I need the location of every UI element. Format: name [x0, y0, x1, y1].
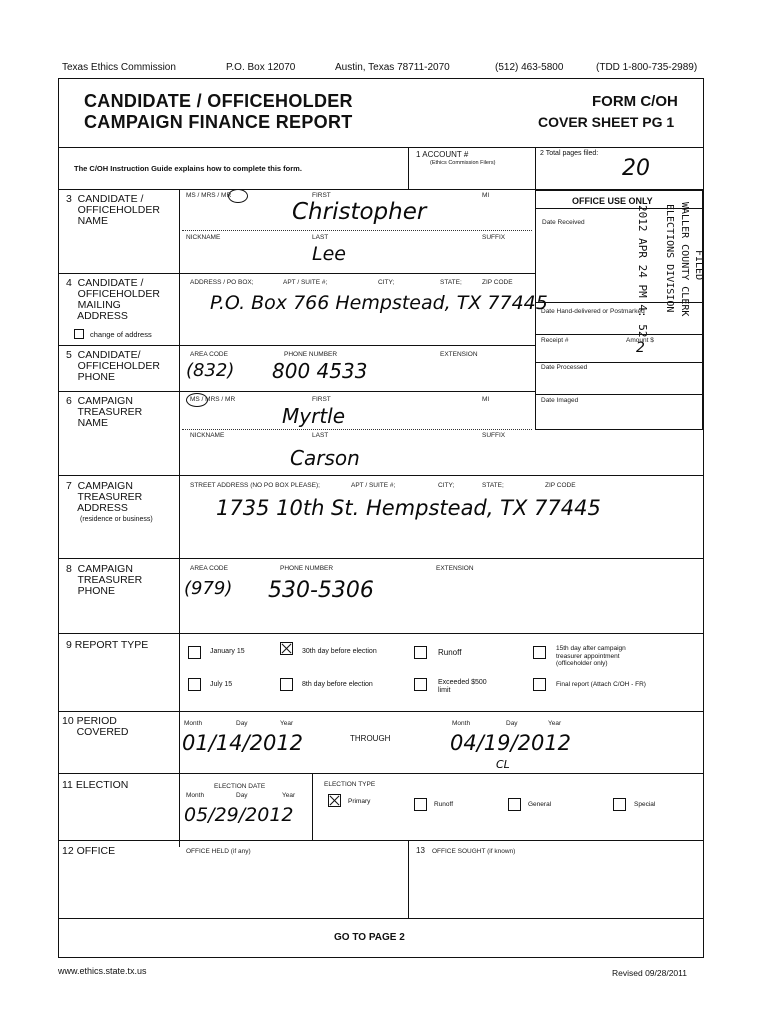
filing-stamp-filed: FILED: [693, 250, 704, 281]
election-date-label: ELECTION DATE: [214, 783, 266, 790]
row-divider: [58, 840, 704, 841]
middle-initial-label: MI: [482, 192, 490, 199]
report-type-treasurer-appointment-checkbox[interactable]: [533, 646, 546, 659]
report-type-30th-day-checkbox[interactable]: [280, 642, 293, 655]
period-from-day-label: Day: [236, 720, 248, 727]
form-title-line1: CANDIDATE / OFFICEHOLDER: [84, 91, 353, 111]
treasurer-apt-label: APT / SUITE #;: [351, 482, 396, 489]
col-divider: [408, 147, 409, 189]
total-pages-value[interactable]: 20: [622, 156, 650, 181]
filing-stamp-date: 2012 APR 24 PM 4: 52: [636, 205, 649, 338]
election-special-label: Special: [634, 801, 656, 808]
treasurer-extension-label: EXTENSION: [436, 565, 474, 572]
candidate-phone-number[interactable]: 800 4533: [272, 359, 368, 383]
form-code: FORM C/OH: [592, 93, 678, 110]
field-line: [182, 429, 532, 430]
report-type-runoff-checkbox[interactable]: [414, 646, 427, 659]
treasurer-area-code[interactable]: (979): [184, 578, 233, 599]
row-divider: [58, 345, 536, 346]
section13-label: 13: [416, 846, 425, 855]
report-type-july-15-label: July 15: [210, 681, 233, 688]
election-general-checkbox[interactable]: [508, 798, 521, 811]
zip-label: ZIP CODE: [482, 279, 513, 286]
report-type-exceeded-limit-label: Exceeded $500 limit: [438, 679, 487, 694]
amount-label: Amount $: [626, 337, 654, 344]
election-date-value[interactable]: 05/29/2012: [184, 804, 294, 826]
treasurer-first-name[interactable]: Myrtle: [282, 404, 346, 428]
election-primary-label: Primary: [348, 798, 371, 805]
extension-label: EXTENSION: [440, 351, 478, 358]
street-label: STREET ADDRESS (NO PO BOX PLEASE);: [190, 482, 320, 489]
prefix-selection-circle: [228, 189, 248, 203]
commission-name: Texas Ethics Commission: [62, 62, 176, 73]
period-to-date[interactable]: 04/19/2012: [450, 731, 572, 755]
treasurer-mi-label: MI: [482, 396, 490, 403]
report-type-final-checkbox[interactable]: [533, 678, 546, 691]
form-title-line2: CAMPAIGN FINANCE REPORT: [84, 112, 353, 132]
city-label: CITY;: [378, 279, 395, 286]
field-line: [182, 230, 532, 231]
election-primary-checkbox[interactable]: [328, 794, 341, 807]
candidate-mailing-address[interactable]: P.O. Box 766 Hempstead, TX 77445: [210, 292, 548, 314]
office-use-divider: [536, 362, 702, 363]
report-type-exceeded-limit-checkbox[interactable]: [414, 678, 427, 691]
period-from-month-label: Month: [184, 720, 203, 727]
label-column-divider: [179, 189, 180, 847]
election-general-label: General: [528, 801, 552, 808]
period-from-year-label: Year: [280, 720, 294, 727]
treasurer-state-label: STATE;: [482, 482, 504, 489]
period-to-month-label: Month: [452, 720, 471, 727]
commission-phone: (512) 463-5800: [495, 62, 564, 73]
report-type-july-15-checkbox[interactable]: [188, 678, 201, 691]
date-processed-label: Date Processed: [541, 364, 588, 371]
row-divider: [58, 273, 536, 274]
section3-label: 3 CANDIDATE / OFFICEHOLDER NAME: [66, 193, 160, 227]
election-year-label: Year: [282, 792, 296, 799]
section12-label: 12 OFFICE: [62, 845, 116, 857]
form-subtitle: COVER SHEET PG 1: [538, 114, 675, 130]
correction-initials: CL: [496, 758, 510, 771]
website-url: www.ethics.state.tx.us: [58, 966, 147, 976]
treasurer-last-label: LAST: [312, 432, 329, 439]
treasurer-zip-label: ZIP CODE: [545, 482, 576, 489]
candidate-first-name[interactable]: Christopher: [292, 199, 427, 225]
row-divider: [58, 147, 704, 148]
section7-sublabel: (residence or business): [80, 516, 153, 523]
receipt-label: Receipt #: [541, 337, 569, 344]
candidate-last-name[interactable]: Lee: [312, 243, 346, 265]
report-type-january-15-label: January 15: [210, 648, 245, 655]
apt-label: APT / SUITE #;: [283, 279, 328, 286]
election-runoff-checkbox[interactable]: [414, 798, 427, 811]
row-divider: [58, 773, 704, 774]
commission-city: Austin, Texas 78711-2070: [335, 62, 450, 73]
treasurer-phone-number[interactable]: 530-5306: [268, 578, 374, 603]
office-use-title: OFFICE USE ONLY: [572, 196, 653, 206]
goto-page-2[interactable]: GO TO PAGE 2: [334, 932, 405, 943]
treasurer-suffix-label: SUFFIX: [482, 432, 506, 439]
office-use-divider: [536, 394, 702, 395]
treasurer-address[interactable]: 1735 10th St. Hempstead, TX 77445: [216, 496, 601, 520]
treasurer-nickname-label: NICKNAME: [190, 432, 225, 439]
section9-label: 9 REPORT TYPE: [66, 639, 149, 651]
section6-label: 6 CAMPAIGN TREASURER NAME: [66, 395, 143, 429]
row-divider: [58, 558, 704, 559]
filing-stamp-division: ELECTIONS DIVISION: [664, 204, 675, 313]
change-of-address-label: change of address: [90, 330, 152, 339]
office-held-label: OFFICE HELD (if any): [186, 848, 251, 855]
name-prefix-label: MS / MRS / MR: [186, 192, 232, 199]
report-type-30th-day-label: 30th day before election: [302, 648, 377, 655]
suffix-label: SUFFIX: [482, 234, 506, 241]
last-name-label: LAST: [312, 234, 329, 241]
election-type-label: ELECTION TYPE: [324, 781, 376, 788]
phone-number-label: PHONE NUMBER: [284, 351, 338, 358]
section5-label: 5 CANDIDATE/ OFFICEHOLDER PHONE: [66, 349, 160, 383]
report-type-treasurer-appointment-label: 15th day after campaign treasurer appointment (officeholder only): [556, 645, 626, 667]
candidate-area-code[interactable]: (832): [186, 360, 235, 381]
period-to-year-label: Year: [548, 720, 562, 727]
election-runoff-label: Runoff: [434, 801, 454, 808]
report-type-january-15-checkbox[interactable]: [188, 646, 201, 659]
revision-date: Revised 09/28/2011: [612, 968, 687, 978]
period-through-label: THROUGH: [350, 734, 391, 743]
report-type-8th-day-checkbox[interactable]: [280, 678, 293, 691]
section7-label: 7 CAMPAIGN TREASURER ADDRESS: [66, 480, 143, 514]
report-type-runoff-label: Runoff: [438, 648, 462, 657]
first-name-label: FIRST: [312, 192, 331, 199]
section4-label: 4 CANDIDATE / OFFICEHOLDER MAILING ADDRESS: [66, 277, 160, 322]
total-pages-label: 2 Total pages filed:: [540, 150, 599, 157]
office-sought-label: OFFICE SOUGHT (if known): [432, 848, 516, 855]
col-divider: [535, 147, 536, 189]
election-day-label: Day: [236, 792, 248, 799]
date-received-label: Date Received: [542, 219, 585, 226]
address-label: ADDRESS / PO BOX;: [190, 279, 254, 286]
nickname-label: NICKNAME: [186, 234, 221, 241]
section8-label: 8 CAMPAIGN TREASURER PHONE: [66, 563, 143, 597]
section11-label: 11 ELECTION: [62, 779, 129, 791]
row-divider: [58, 475, 704, 476]
amount-value: 2: [636, 340, 645, 356]
commission-po-box: P.O. Box 12070: [226, 62, 296, 73]
treasurer-city-label: CITY;: [438, 482, 455, 489]
row-divider: [58, 633, 704, 634]
area-code-label: AREA CODE: [190, 351, 228, 358]
account-label: 1 ACCOUNT #: [416, 150, 469, 159]
treasurer-prefix-label: MS / MRS / MR: [190, 396, 236, 403]
report-type-8th-day-label: 8th day before election: [302, 681, 373, 688]
row-divider: [58, 918, 704, 919]
office-use-divider: [536, 208, 702, 209]
period-from-date[interactable]: 01/14/2012: [182, 731, 304, 755]
account-sublabel: (Ethics Commission Filers): [430, 160, 496, 166]
commission-tdd: (TDD 1-800-735-2989): [596, 62, 698, 73]
election-special-checkbox[interactable]: [613, 798, 626, 811]
treasurer-area-code-label: AREA CODE: [190, 565, 228, 572]
row-divider: [58, 391, 536, 392]
change-of-address-checkbox[interactable]: [74, 329, 84, 339]
state-label: STATE;: [440, 279, 462, 286]
period-to-day-label: Day: [506, 720, 518, 727]
treasurer-last-name[interactable]: Carson: [290, 446, 360, 470]
hand-delivered-label: Date Hand-delivered or Postmarked: [541, 308, 645, 315]
election-col-divider: [312, 773, 313, 839]
office-use-divider: [536, 334, 702, 335]
treasurer-prefix-circle: [186, 393, 208, 407]
instruction-text: The C/OH Instruction Guide explains how to complete this form.: [74, 164, 302, 173]
row-divider: [58, 711, 704, 712]
filing-stamp-clerk: WALLER COUNTY CLERK: [679, 202, 690, 317]
treasurer-first-label: FIRST: [312, 396, 331, 403]
treasurer-phone-label: PHONE NUMBER: [280, 565, 334, 572]
office-col-divider: [408, 840, 409, 918]
section10-label: 10 PERIOD COVERED: [62, 715, 129, 738]
date-imaged-label: Date Imaged: [541, 397, 579, 404]
office-use-divider: [536, 302, 702, 303]
report-type-final-label: Final report (Attach C/OH - FR): [556, 681, 646, 688]
election-month-label: Month: [186, 792, 205, 799]
